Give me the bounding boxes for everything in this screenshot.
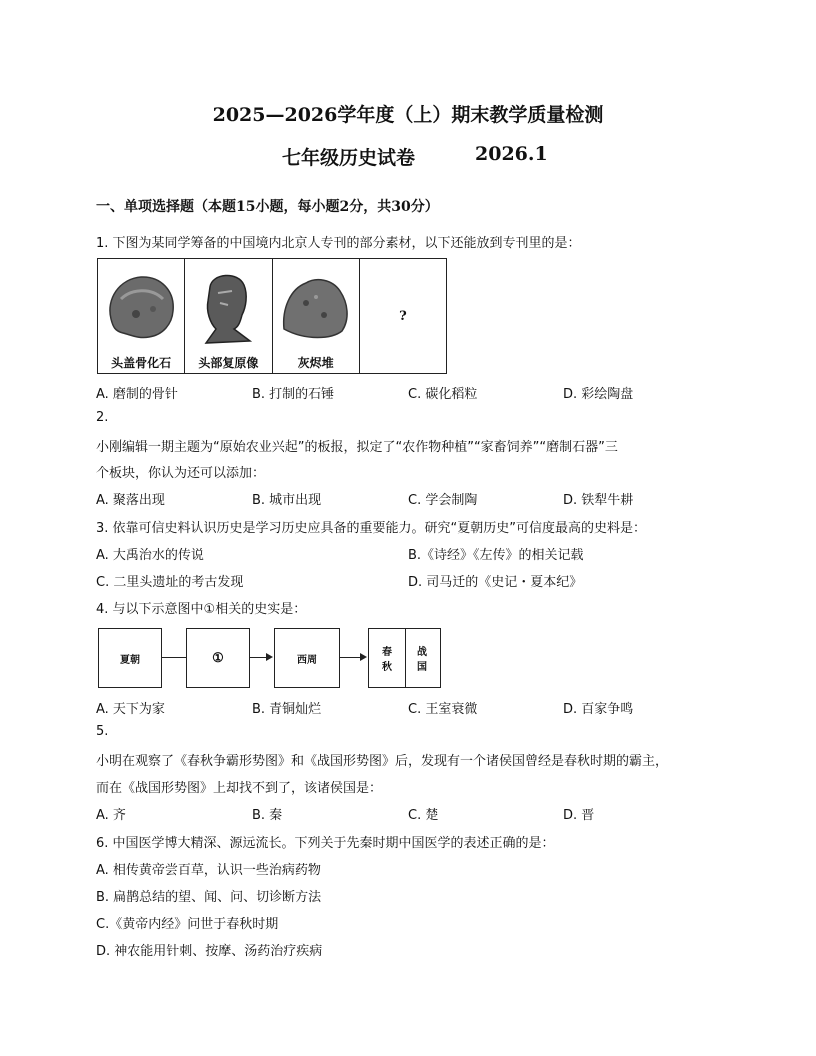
q6-stem: 6. 中国医学博大精深、源远流长。下列关于先秦时期中国医学的表述正确的是：: [96, 836, 555, 851]
q2-option-d[interactable]: D. 铁犁牛耕: [563, 493, 634, 508]
q5-option-a[interactable]: A. 齐: [96, 808, 126, 823]
flow-arrow-2-head: [266, 653, 273, 661]
flow-box-zhanguo-label-1: 战: [417, 647, 427, 658]
q5-option-d[interactable]: D. 晋: [563, 808, 595, 823]
head-bust-icon: [188, 267, 268, 351]
q3-option-c[interactable]: C. 二里头遗址的考古发现: [96, 575, 244, 590]
flow-box-xizhou-label: 西周: [297, 654, 317, 666]
q1-image-label-1: 头盖骨化石: [111, 356, 172, 370]
q2-number: 2.: [96, 410, 109, 425]
q4-option-d[interactable]: D. 百家争鸣: [563, 702, 634, 717]
flow-box-chunqiu-label-2: 秋: [382, 662, 392, 673]
q5-stem-line2: 而在《战国形势图》上却找不到了，该诸侯国是：: [96, 781, 383, 796]
flow-box-chunqiu-label-1: 春: [382, 647, 392, 658]
q6-option-c[interactable]: C.《黄帝内经》问世于春秋时期: [96, 917, 279, 932]
flow-box-zhanguo-label-2: 国: [417, 662, 427, 673]
q3-stem: 3. 依靠可信史料认识历史是学习历史应具备的重要能力。研究“夏朝历史”可信度最高的史料是：: [96, 521, 647, 536]
ash-pile-icon: [276, 269, 356, 349]
flow-arrow-3-line: [339, 657, 361, 658]
section-heading: 一、单项选择题（本题15小题，每小题2分，共30分）: [96, 199, 439, 215]
q3-option-b[interactable]: B.《诗经》《左传》的相关记载: [408, 548, 584, 563]
flow-arrow-3-head: [360, 653, 367, 661]
q1-image-strip: [97, 258, 447, 374]
q4-option-b[interactable]: B. 青铜灿烂: [252, 702, 322, 717]
flow-arrow-2-line: [249, 657, 267, 658]
q5-stem-line1: 小明在观察了《春秋争霸形势图》和《战国形势图》后，发现有一个诸侯国曾经是春秋时期的霸主，: [96, 754, 669, 769]
q1-image-skull: [98, 259, 185, 373]
q2-option-b[interactable]: B. 城市出现: [252, 493, 322, 508]
q5-option-c[interactable]: C. 楚: [408, 808, 439, 823]
q1-image-bust: [185, 259, 272, 373]
q4-option-c[interactable]: C. 王室衰微: [408, 702, 478, 717]
q3-option-a[interactable]: A. 大禹治水的传说: [96, 548, 204, 563]
flow-box-xia-label: 夏朝: [120, 654, 140, 666]
flow-box-xia: [98, 628, 162, 688]
exam-title: 2025—2026学年度（上）期末教学质量检测: [212, 104, 604, 126]
q1-stem: 1. 下图为某同学筹备的中国境内北京人专刊的部分素材，以下还能放到专刊里的是：: [96, 236, 581, 251]
flow-box-zhanguo: [404, 628, 441, 688]
q4-stem: 4. 与以下示意图中①相关的史实是：: [96, 602, 307, 617]
q2-option-a[interactable]: A. 聚落出现: [96, 493, 165, 508]
q2-stem-line1: 小刚编辑一期主题为“原始农业兴起”的板报，拟定了“农作物种植”“家畜饲养”“磨制石器”三: [96, 440, 618, 455]
q1-option-a[interactable]: A. 磨制的骨针: [96, 387, 178, 402]
flow-connector-1: [161, 657, 186, 658]
flow-box-chunqiu: [368, 628, 406, 688]
q5-option-b[interactable]: B. 秦: [252, 808, 283, 823]
flow-box-unknown-label: ①: [212, 650, 224, 666]
q1-image-label-3: 灰烬堆: [297, 356, 334, 370]
q6-option-a[interactable]: A. 相传黄帝尝百草，认识一些治病药物: [96, 863, 321, 878]
q1-image-ash: [273, 259, 360, 373]
q1-option-d[interactable]: D. 彩绘陶盘: [563, 387, 634, 402]
q1-option-c[interactable]: C. 碳化稻粒: [408, 387, 478, 402]
flow-box-xizhou: [274, 628, 340, 688]
q1-image-label-2: 头部复原像: [198, 356, 259, 370]
skull-fossil-icon: [101, 269, 181, 349]
q2-stem-line2: 个板块，你认为还可以添加：: [96, 466, 266, 481]
flow-box-unknown: [186, 628, 250, 688]
q1-image-unknown: [360, 259, 446, 373]
question-mark: ?: [399, 308, 407, 324]
q6-option-d[interactable]: D. 神农能用针刺、按摩、汤药治疗疾病: [96, 944, 323, 959]
q1-option-b[interactable]: B. 打制的石锤: [252, 387, 335, 402]
q4-option-a[interactable]: A. 天下为家: [96, 702, 165, 717]
q6-option-b[interactable]: B. 扁鹊总结的望、闻、问、切诊断方法: [96, 890, 322, 905]
exam-subtitle-subject: 七年级历史试卷: [282, 147, 416, 169]
exam-subtitle-date: 2026.1: [475, 143, 548, 165]
q3-option-d[interactable]: D. 司马迁的《史记・夏本纪》: [408, 575, 583, 590]
q5-number: 5.: [96, 724, 109, 739]
q2-option-c[interactable]: C. 学会制陶: [408, 493, 478, 508]
